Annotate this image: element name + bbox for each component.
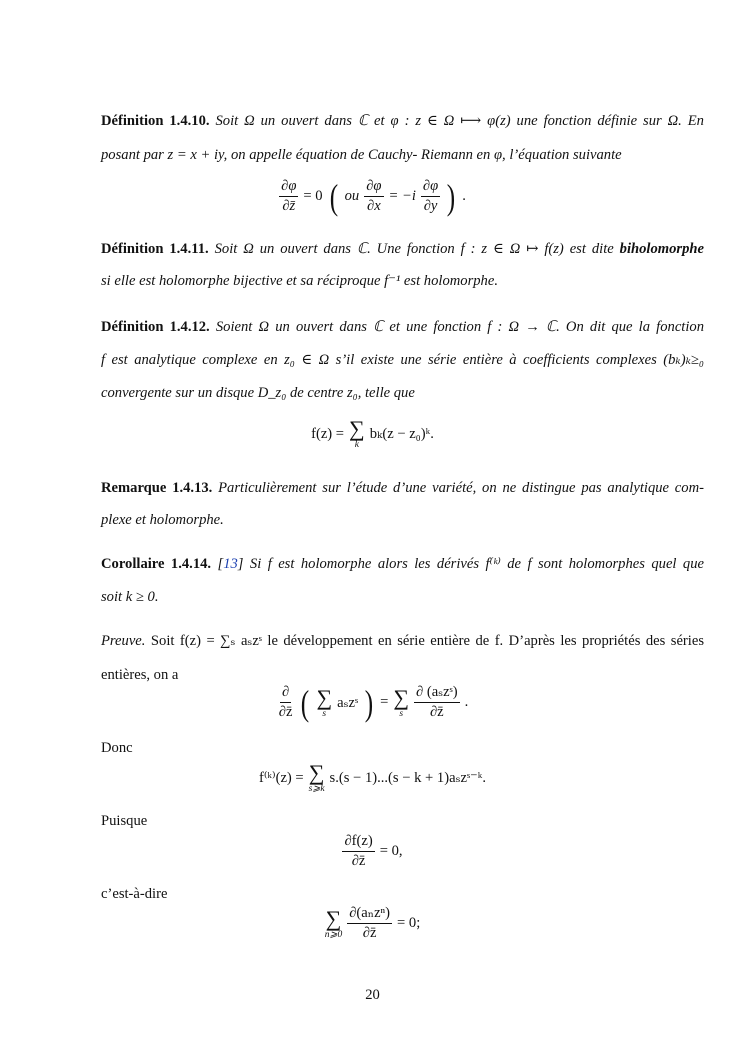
citation-link[interactable]: 13 [223, 556, 238, 572]
derivative-series-equation: $\frac{\partial}{\partial z̄}$ ( ∑ s aₛzˢ ) = ∑ s $\frac{\text{∂ (aₛzˢ)}}{\partial z̄}$ . [278, 682, 469, 723]
def-1-4-10-label: Définition 1.4.10. [101, 113, 210, 129]
rem-1-4-13-label: Remarque 1.4.13. [101, 480, 213, 496]
sum-symbol: ∑ k [349, 416, 365, 450]
proof-puisque: Puisque [101, 813, 148, 829]
def-1-4-10-line2: posant par z = x + iy, on appelle équation de Cauchy- Riemann en φ, l’équation suivante [101, 147, 622, 163]
rem-1-4-13-line2: plexe et holomorphe. [101, 512, 224, 528]
cauchy-riemann-equation: $\frac{\partial\varphi}{\partial z̄}$ = 0 ( ou $\frac{\partial\varphi}{\partial x}$ = −i $\frac{\partial\varphi}{\partial y}$ ) . [281, 176, 466, 217]
fraction: $\frac{\partial\varphi}{\partial y}$ [422, 178, 439, 214]
cor-1-4-14-line2: soit k ≥ 0. [101, 589, 159, 605]
def-1-4-12-label: Définition 1.4.12. [101, 319, 210, 335]
def-1-4-11-label: Définition 1.4.11. [101, 241, 209, 257]
def-1-4-10-line1: Définition 1.4.10. Soit Ω un ouvert dans ℂ et φ : z ∈ Ω ⟼ φ(z) une fonction définie sur Ω. En [101, 113, 704, 129]
def-1-4-11-line2: si elle est holomorphe bijective et sa réciproque f⁻¹ est holomorphe. [101, 273, 498, 289]
def-1-4-12-line3: convergente sur un disque D_z₀ de centre z₀, telle que [101, 385, 415, 401]
sum-symbol: ∑ n⩾0 [324, 905, 343, 940]
cor-1-4-14-line1: Corollaire 1.4.14. [13] Si f est holomorphe alors les dérivés f⁽ᵏ⁾ de f sont holomorphes quel que [101, 556, 704, 572]
proof-donc: Donc [101, 740, 133, 756]
cor-1-4-14-label: Corollaire 1.4.14. [101, 556, 212, 572]
proof-cest-a-dire: c’est-à-dire [101, 886, 168, 902]
proof-line2: entières, on a [101, 667, 179, 683]
fraction: $\frac{\partial\varphi}{\partial x}$ [366, 178, 382, 214]
kth-derivative-equation: f⁽ᵏ⁾(z) = ∑ s⩾k s.(s − 1)...(s − k + 1)aₛzˢ⁻ᵏ. [258, 760, 487, 794]
proof-label: Preuve. [101, 633, 146, 649]
def-1-4-12-line2: f est analytique complexe en z₀ ∈ Ω s’il existe une série entière à coefficients complexes (bₖ)ₖ≥₀ [101, 352, 704, 368]
def-1-4-11-line1: Définition 1.4.11. Soit Ω un ouvert dans ℂ. Une fonction f : z ∈ Ω ↦ f(z) est dite biholomorphe [101, 241, 704, 257]
sum-symbol: ∑ s [393, 684, 410, 719]
zbar-derivative-equation: $\frac{\partial f(z)}{\partial z̄}$ = 0, [344, 833, 403, 869]
rem-1-4-13-line1: Remarque 1.4.13. Particulièrement sur l’étude d’une variété, on ne distingue pas analytique com- [101, 480, 704, 496]
sum-symbol: ∑ s [316, 684, 333, 719]
proof-line1: Preuve. Soit f(z) = ∑ₛ aₛzˢ le développement en série entière de f. D’après les propriétés des séries [101, 633, 704, 649]
sum-zero-equation: ∑ n⩾0 $\frac{\text{∂(aₙzⁿ)}}{\partial z̄}$ = 0; [324, 905, 421, 941]
def-1-4-12-line1: Définition 1.4.12. Soient Ω un ouvert dans ℂ et une fonction f : Ω → ℂ. On dit que la fonction [101, 319, 704, 335]
page-number: 20 [365, 987, 380, 1003]
fraction: $\frac{\partial\varphi}{\partial z̄}$ [281, 178, 297, 214]
sum-symbol: ∑ s⩾k [308, 760, 325, 794]
power-series-equation: f(z) = ∑ k bₖ(z − z₀)ᵏ. [311, 416, 434, 450]
